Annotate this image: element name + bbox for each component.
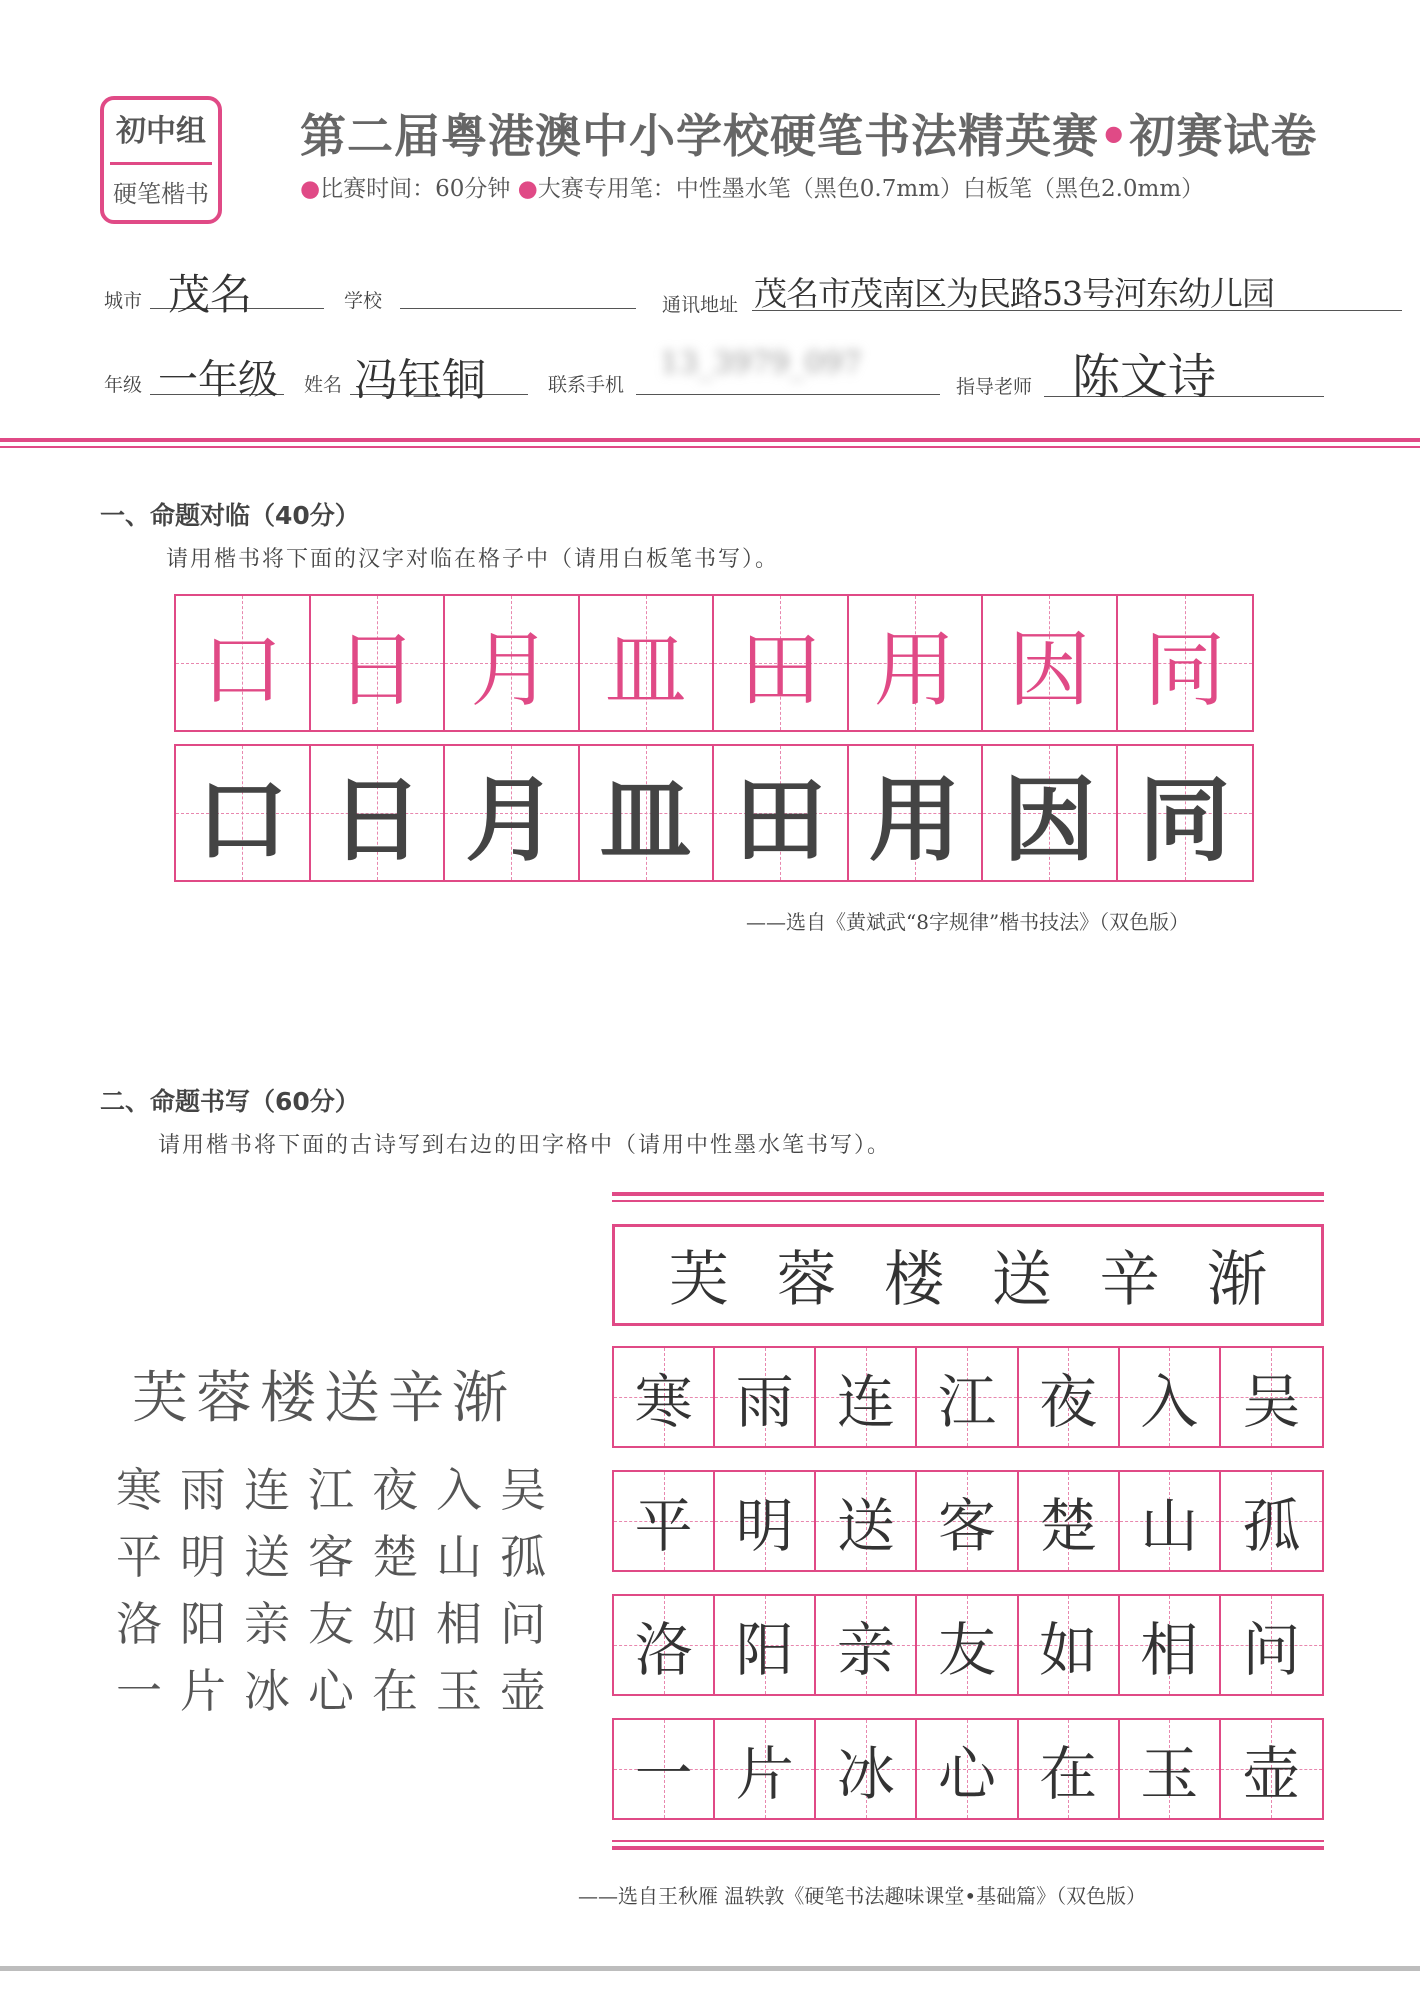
practice-cell[interactable]: [816, 1720, 917, 1818]
grid-character: 月: [470, 622, 553, 718]
section2-heading: 二、命题书写（60分）: [100, 1087, 360, 1116]
practice-cell[interactable]: [614, 1720, 715, 1818]
grid-character: 皿: [604, 622, 687, 718]
practice-character: 在: [1039, 1740, 1098, 1808]
practice-character: 平: [634, 1492, 693, 1560]
time-label: 比赛时间：60分钟: [320, 176, 511, 202]
practice-cell[interactable]: [1120, 1472, 1221, 1570]
school-label: 学校: [344, 290, 383, 312]
grid-cell: [983, 596, 1118, 730]
practice-character: 山: [1140, 1492, 1199, 1560]
practice-cell[interactable]: [917, 1472, 1018, 1570]
section2-credit: ——选自王秋雁 温轶敦《硬笔书法趣味课堂•基础篇》（双色版）: [578, 1884, 1147, 1908]
phone-field-line: [636, 394, 940, 395]
poem-title: 芙蓉楼送辛渐: [132, 1366, 516, 1431]
practice-character: 夜: [1039, 1368, 1098, 1436]
grid-character: 因: [1003, 767, 1096, 874]
written-title-character: 渐: [1207, 1245, 1268, 1315]
practice-cell[interactable]: [715, 1472, 816, 1570]
grid-cell[interactable]: [176, 746, 311, 880]
grid-character: 月: [465, 767, 558, 874]
exam-info: [300, 170, 1204, 203]
practice-cell[interactable]: [715, 1596, 816, 1694]
pen-label: 大赛专用笔：中性墨水笔（黑色0.7mm）白板笔（黑色2.0mm）: [537, 176, 1205, 202]
written-title-box[interactable]: [612, 1224, 1324, 1326]
practice-cell[interactable]: [1221, 1596, 1322, 1694]
grid-character: 用: [873, 622, 956, 718]
phone-value[interactable]: 13_3979_097: [660, 346, 862, 381]
practice-character: 明: [735, 1492, 794, 1560]
title-dot: •: [1099, 109, 1130, 163]
practice-character: 阳: [735, 1616, 794, 1684]
section1-instruction: 请用楷书将下面的汉字对临在格子中（请用白板笔书写）。: [166, 547, 780, 572]
grid-cell: [714, 596, 849, 730]
practice-character: 雨: [735, 1368, 794, 1436]
practice-cell[interactable]: [1221, 1348, 1322, 1446]
grid-cell[interactable]: [983, 746, 1118, 880]
practice-character: 送: [836, 1492, 895, 1560]
practice-row[interactable]: [612, 1346, 1324, 1448]
practice-character: 玉: [1140, 1740, 1199, 1808]
practice-cell[interactable]: [1120, 1720, 1221, 1818]
group-badge: [100, 96, 222, 224]
practice-character: 冰: [836, 1740, 895, 1808]
grade-value[interactable]: 一年级: [158, 357, 278, 403]
practice-character: 客: [937, 1492, 996, 1560]
page-title: [300, 100, 1317, 166]
practice-cell[interactable]: [1019, 1348, 1120, 1446]
practice-character: 连: [836, 1368, 895, 1436]
writing-area-top-rule-thin: [612, 1200, 1324, 1202]
written-title-character: 楼: [884, 1245, 945, 1315]
practice-character: 一: [634, 1740, 693, 1808]
practice-character: 江: [937, 1368, 996, 1436]
grid-cell[interactable]: [311, 746, 446, 880]
grid-character: 因: [1008, 622, 1091, 718]
grid-cell[interactable]: [1118, 746, 1253, 880]
practice-character: 吴: [1242, 1368, 1301, 1436]
practice-row[interactable]: [612, 1594, 1324, 1696]
written-title-character: 送: [991, 1245, 1052, 1315]
teacher-value[interactable]: 陈文诗: [1072, 349, 1217, 405]
practice-character: 问: [1242, 1616, 1301, 1684]
grid-cell: [445, 596, 580, 730]
practice-cell[interactable]: [1221, 1472, 1322, 1570]
section1-heading: 一、命题对临（40分）: [100, 501, 360, 530]
written-title-character: 芙: [668, 1245, 729, 1315]
writing-area-bottom-rule-thin: [612, 1840, 1324, 1842]
practice-cell[interactable]: [917, 1596, 1018, 1694]
practice-cell[interactable]: [614, 1348, 715, 1446]
practice-cell[interactable]: [1019, 1596, 1120, 1694]
poem-line: 一片冰心在玉壶: [116, 1664, 564, 1718]
practice-cell[interactable]: [1120, 1348, 1221, 1446]
practice-cell[interactable]: [917, 1720, 1018, 1818]
poem-line: 洛阳亲友如相问: [116, 1597, 564, 1651]
title-end: 初赛试卷: [1129, 109, 1318, 163]
written-title-character: 辛: [1099, 1245, 1160, 1315]
section1-credit: ——选自《黄斌武“8字规律”楷书技法》（双色版）: [746, 910, 1190, 934]
practice-character: 洛: [634, 1616, 693, 1684]
model-character-grid: [174, 594, 1254, 732]
header-divider-thin: [0, 446, 1420, 448]
practice-character: 入: [1140, 1368, 1199, 1436]
name-value[interactable]: 冯钰铜: [354, 355, 486, 406]
badge-divider: [110, 162, 212, 165]
address-value[interactable]: 茂名市茂南区为民路53号河东幼儿园: [754, 274, 1274, 313]
practice-character: 楚: [1039, 1492, 1098, 1560]
grade-label: 年级: [104, 374, 143, 396]
practice-cell[interactable]: [1019, 1720, 1120, 1818]
grid-cell: [580, 596, 715, 730]
grid-cell[interactable]: [445, 746, 580, 880]
grid-character: 日: [335, 622, 418, 718]
grid-character: 日: [330, 767, 423, 874]
practice-cell[interactable]: [614, 1596, 715, 1694]
practice-row[interactable]: [612, 1470, 1324, 1572]
practice-cell[interactable]: [1120, 1596, 1221, 1694]
practice-character: 寒: [634, 1368, 693, 1436]
practice-character: 片: [735, 1740, 794, 1808]
teacher-label: 指导老师: [956, 376, 1033, 398]
grid-cell[interactable]: [849, 746, 984, 880]
practice-cell[interactable]: [715, 1348, 816, 1446]
bullet-icon: ●: [517, 176, 538, 202]
name-label: 姓名: [304, 374, 343, 396]
page-bottom-edge: [0, 1966, 1420, 1971]
practice-cell[interactable]: [614, 1472, 715, 1570]
writing-area-bottom-rule: [612, 1846, 1324, 1850]
practice-cell[interactable]: [816, 1596, 917, 1694]
grid-character: 用: [868, 767, 961, 874]
written-title-character: 蓉: [776, 1245, 837, 1315]
city-value[interactable]: 茂名: [168, 270, 253, 319]
practice-character: 如: [1039, 1616, 1098, 1684]
grid-character: 同: [1138, 767, 1231, 874]
section2-instruction: 请用楷书将下面的古诗写到右边的田字格中（请用中性墨水笔书写）。: [158, 1133, 892, 1158]
badge-group-label: 初中组: [116, 114, 206, 149]
grid-character: 同: [1143, 622, 1226, 718]
grid-cell: [311, 596, 446, 730]
practice-cell[interactable]: [1221, 1720, 1322, 1818]
practice-cell[interactable]: [715, 1720, 816, 1818]
phone-label: 联系手机: [548, 374, 625, 396]
title-main: 第二届粤港澳中小学校硬笔书法精英赛: [300, 109, 1099, 163]
practice-character: 心: [937, 1740, 996, 1808]
practice-character: 亲: [836, 1616, 895, 1684]
poem-line: 寒雨连江夜入吴: [116, 1463, 564, 1517]
practice-row[interactable]: [612, 1718, 1324, 1820]
practice-cell[interactable]: [1019, 1472, 1120, 1570]
address-label: 通讯地址: [662, 294, 739, 316]
practice-cell[interactable]: [917, 1348, 1018, 1446]
grid-cell: [176, 596, 311, 730]
practice-character: 相: [1140, 1616, 1199, 1684]
header-divider: [0, 438, 1420, 442]
grid-character: 口: [201, 622, 284, 718]
grid-character: 田: [734, 767, 827, 874]
grid-cell: [1118, 596, 1253, 730]
practice-character: 孤: [1242, 1492, 1301, 1560]
grid-cell: [849, 596, 984, 730]
practice-character: 友: [937, 1616, 996, 1684]
practice-cell[interactable]: [816, 1472, 917, 1570]
grid-character: 皿: [599, 767, 692, 874]
school-field-line: [400, 308, 636, 309]
grid-cell[interactable]: [580, 746, 715, 880]
grid-character: 口: [196, 767, 289, 874]
practice-cell[interactable]: [816, 1348, 917, 1446]
bullet-icon: ●: [300, 176, 321, 202]
grid-cell[interactable]: [714, 746, 849, 880]
copy-character-grid[interactable]: [174, 744, 1254, 882]
writing-area-top-rule: [612, 1192, 1324, 1196]
badge-category-label: 硬笔楷书: [113, 180, 209, 208]
poem-line: 平明送客楚山孤: [116, 1530, 564, 1584]
city-label: 城市: [104, 290, 143, 312]
grid-character: 田: [739, 622, 822, 718]
practice-character: 壶: [1242, 1740, 1301, 1808]
